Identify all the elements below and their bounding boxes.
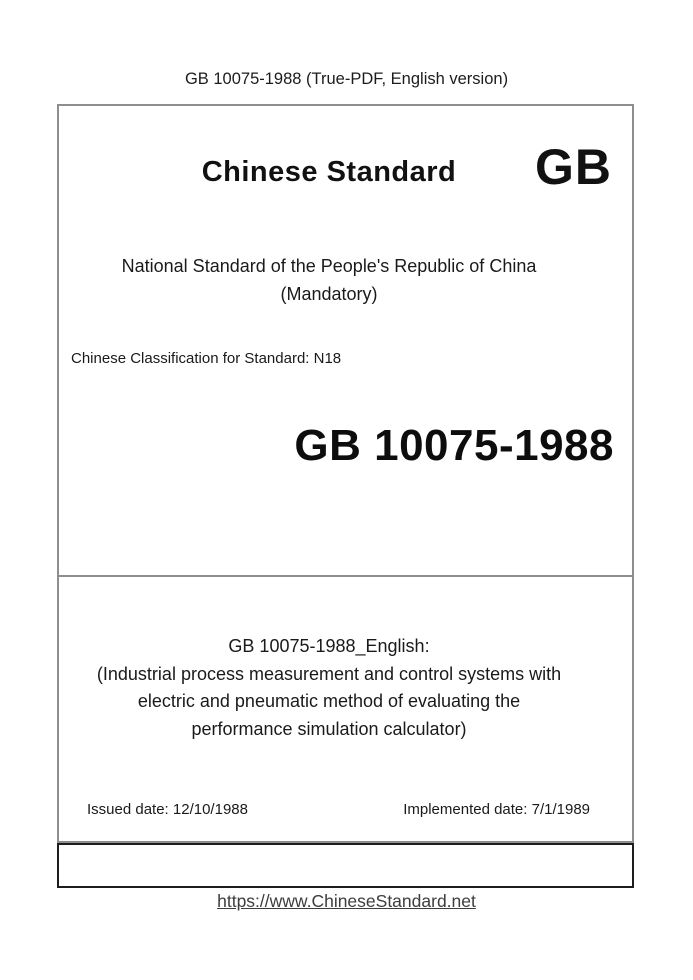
issued-date: Issued date: 12/10/1988 — [87, 801, 248, 818]
footer-link[interactable]: https://www.ChineseStandard.net — [217, 891, 476, 911]
standard-number: GB 10075-1988 — [294, 421, 614, 470]
empty-notes-box — [57, 843, 634, 888]
cover-top-panel — [57, 104, 634, 577]
english-title-block — [59, 633, 599, 743]
cover-middle-panel — [57, 577, 634, 843]
dates-row — [87, 801, 590, 818]
english-title-line-4: performance simulation calculator) — [191, 718, 467, 739]
english-title-line-2: (Industrial process measurement and control systems with — [96, 663, 562, 684]
classification-line: Chinese Classification for Standard: N18 — [71, 350, 342, 367]
document-header-title: GB 10075-1988 (True-PDF, English version) — [184, 70, 509, 88]
mandatory-line: (Mandatory) — [280, 284, 378, 304]
gb-logo: GB — [535, 139, 612, 195]
implemented-date: Implemented date: 7/1/1989 — [403, 801, 590, 818]
brand-title: Chinese Standard — [201, 156, 457, 188]
national-standard-line: National Standard of the People's Republic of China — [121, 256, 537, 276]
footer — [0, 891, 693, 912]
english-title-line-1: GB 10075-1988_English: — [228, 636, 430, 656]
national-standard-block — [59, 252, 599, 308]
english-title-line-3: electric and pneumatic method of evaluating the — [137, 691, 521, 711]
